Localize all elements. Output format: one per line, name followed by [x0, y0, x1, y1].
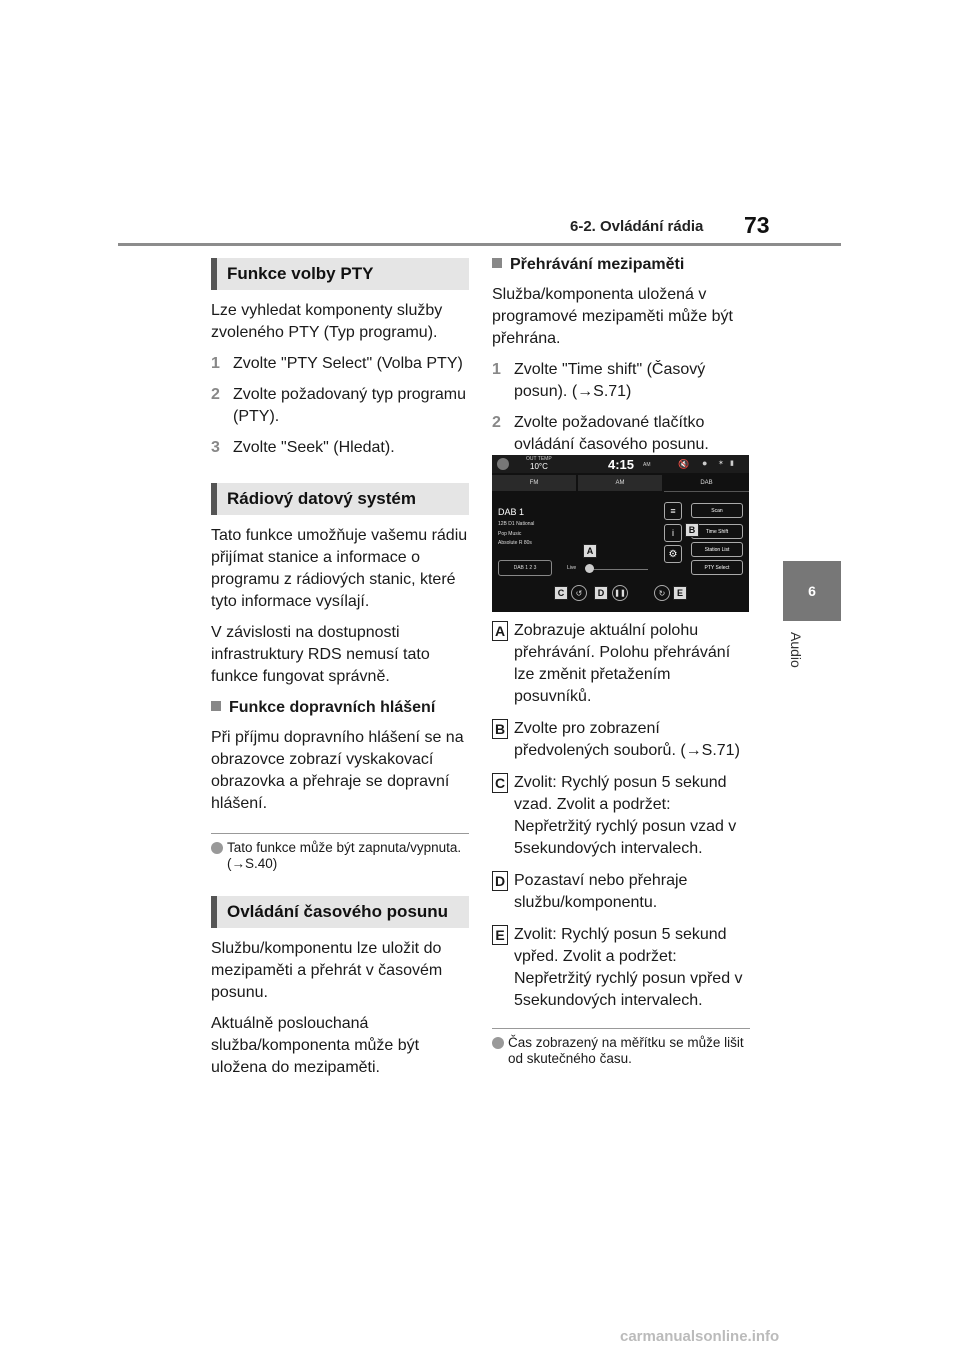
scan-button[interactable]: Scan — [691, 503, 743, 518]
timeshift-slider-handle[interactable] — [585, 564, 594, 573]
timeshift-paragraph-2: Aktuálně poslouchaná služba/komponenta může být uložena do mezipaměti. — [211, 1015, 420, 1076]
description-d — [492, 870, 750, 914]
step — [492, 359, 750, 403]
square-bullet-icon — [492, 258, 502, 268]
description-c — [492, 772, 750, 860]
section-heading-timeshift: Ovládání časového posunu — [211, 896, 469, 928]
settings-gear-icon[interactable]: ⚙ — [664, 545, 682, 563]
tab-dab[interactable]: DAB — [664, 475, 749, 492]
callout-a: A — [583, 544, 597, 558]
label-box: D — [492, 871, 508, 891]
step-text: Zvolte požadovaný typ programu (PTY). — [233, 386, 467, 425]
step — [492, 412, 750, 456]
callout-descriptions — [492, 620, 750, 1067]
callout-e: E — [673, 586, 687, 600]
label-box: E — [492, 925, 508, 945]
callout-d: D — [594, 586, 608, 600]
equalizer-icon[interactable]: ≡ — [664, 502, 682, 520]
description-text: Pozastaví nebo přehraje službu/komponentu. — [514, 872, 688, 911]
step — [211, 437, 469, 459]
rds-paragraph-1: Tato funkce umožňuje vašemu rádiu přijímat stanice a informace o programu z rádiových stanic, které tyto informace vysílají. — [211, 527, 468, 610]
note-timeshift — [492, 1028, 750, 1067]
description-b — [492, 718, 750, 762]
section-heading-rds: Rádiový datový systém — [211, 483, 469, 515]
left-column — [211, 258, 469, 1088]
section-heading-pty: Funkce volby PTY — [211, 258, 469, 290]
step-text: Zvolte "Seek" (Hledat). — [233, 439, 395, 456]
step-text: Zvolte "Time shift" (Časový posun). (→S.71) — [514, 361, 706, 400]
forward-5s-icon[interactable]: ↻ — [654, 585, 670, 601]
step-number: 3 — [211, 439, 220, 456]
description-text: Zvolit: Rychlý posun 5 sekund vpřed. Zvolit a podržet: Nepřetržitý rychlý posun vpřed v 5sekundových intervalech. — [514, 926, 743, 1009]
description-text: Zobrazuje aktuální polohu přehrávání. Polohu přehrávání lze změnit přetažením posuvníků. — [514, 622, 731, 705]
label-box: A — [492, 621, 508, 641]
home-icon — [497, 458, 509, 470]
pty-select-button[interactable]: PTY Select — [691, 560, 743, 575]
station-line-2: Pop Music — [498, 531, 522, 537]
out-temp: 10°C — [530, 462, 548, 471]
description-e — [492, 924, 750, 1012]
rewind-5s-icon[interactable]: ↺ — [571, 585, 587, 601]
live-label: Live — [567, 565, 577, 571]
chapter-label-text: Audio — [788, 632, 804, 668]
note-bullet-icon — [492, 1037, 504, 1049]
chapter-label — [790, 632, 802, 692]
step-number: 2 — [211, 386, 220, 403]
subheading-buffer-text: Přehrávání mezipaměti — [510, 256, 685, 273]
step — [211, 353, 469, 375]
signal-icon: ▮ — [730, 460, 734, 467]
clock: 4:15 — [608, 457, 635, 472]
subheading-traffic-text: Funkce dopravních hlášení — [229, 699, 436, 716]
chapter-number: 6 — [808, 583, 816, 599]
step-number: 1 — [211, 355, 220, 372]
note-bullet-icon — [211, 842, 223, 854]
square-bullet-icon — [211, 701, 221, 711]
tab-fm[interactable]: FM — [492, 475, 576, 491]
timeshift-slider-track — [586, 569, 648, 570]
note-traffic — [211, 833, 469, 872]
bluetooth-icon: ✶ — [718, 460, 724, 467]
step-number: 1 — [492, 361, 501, 378]
buffer-paragraph: Služba/komponenta uložená v programové mezipaměti může být přehrána. — [492, 286, 733, 347]
chapter-tab — [783, 561, 841, 621]
right-column — [492, 254, 750, 465]
out-temp-label: OUT TEMP — [526, 456, 552, 462]
rds-paragraph-2: V závislosti na dostupnosti infrastruktury RDS nemusí tato funkce fungovat správně. — [211, 624, 430, 685]
note-text: Čas zobrazený na měřítku se může lišit od skutečného času. — [508, 1035, 744, 1066]
tab-am[interactable]: AM — [578, 475, 662, 491]
station-line-1: 12B D1 National — [498, 521, 535, 527]
mute-icon: 🔇 — [678, 459, 690, 469]
description-text: Zvolte pro zobrazení předvolených souborů. (→S.71) — [514, 720, 740, 759]
label-box: C — [492, 773, 508, 793]
section-title: 6-2. Ovládání rádia — [570, 218, 704, 235]
label-box: B — [492, 719, 508, 739]
callout-b: B — [685, 523, 699, 537]
step-text: Zvolte požadované tlačítko ovládání časového posunu. — [514, 414, 709, 453]
subheading-buffer — [492, 254, 750, 276]
radio-screen-image — [492, 455, 749, 612]
note-text: Tato funkce může být zapnuta/vypnuta. (→S.40) — [227, 840, 462, 871]
watermark: carmanualsonline.info — [620, 1328, 780, 1345]
ampm: AM — [643, 462, 651, 468]
header-rule — [118, 243, 841, 246]
info-icon[interactable]: i — [664, 524, 682, 542]
station-list-button[interactable]: Station List — [691, 542, 743, 557]
step-number: 2 — [492, 414, 501, 431]
station-line-3: Absolute R 80s — [498, 540, 532, 546]
page-number: 73 — [744, 212, 770, 238]
preset-button[interactable]: DAB 1 2 3 — [498, 560, 552, 576]
timeshift-paragraph-1: Službu/komponentu lze uložit do mezipaměti a přehrát v časovém posunu. — [211, 940, 443, 1001]
traffic-paragraph: Při příjmu dopravního hlášení se na obrazovce zobrazí vyskakovací obrazovka a přehraje se dopravní hlášení. — [211, 729, 464, 812]
station-name: DAB 1 — [498, 507, 525, 517]
step — [211, 384, 469, 428]
callout-c: C — [554, 586, 568, 600]
pause-icon[interactable]: ❚❚ — [612, 585, 628, 601]
step-text: Zvolte "PTY Select" (Volba PTY) — [233, 355, 463, 372]
description-text: Zvolit: Rychlý posun 5 sekund vzad. Zvolit a podržet: Nepřetržitý rychlý posun vzad v 5sekundových intervalech. — [514, 774, 737, 857]
wifi-icon: ● — [702, 458, 708, 468]
pty-intro: Lze vyhledat komponenty služby zvoleného PTY (Typ programu). — [211, 302, 443, 341]
description-a — [492, 620, 750, 708]
subheading-traffic — [211, 697, 469, 719]
time-shift-button[interactable]: Time Shift — [691, 524, 743, 539]
